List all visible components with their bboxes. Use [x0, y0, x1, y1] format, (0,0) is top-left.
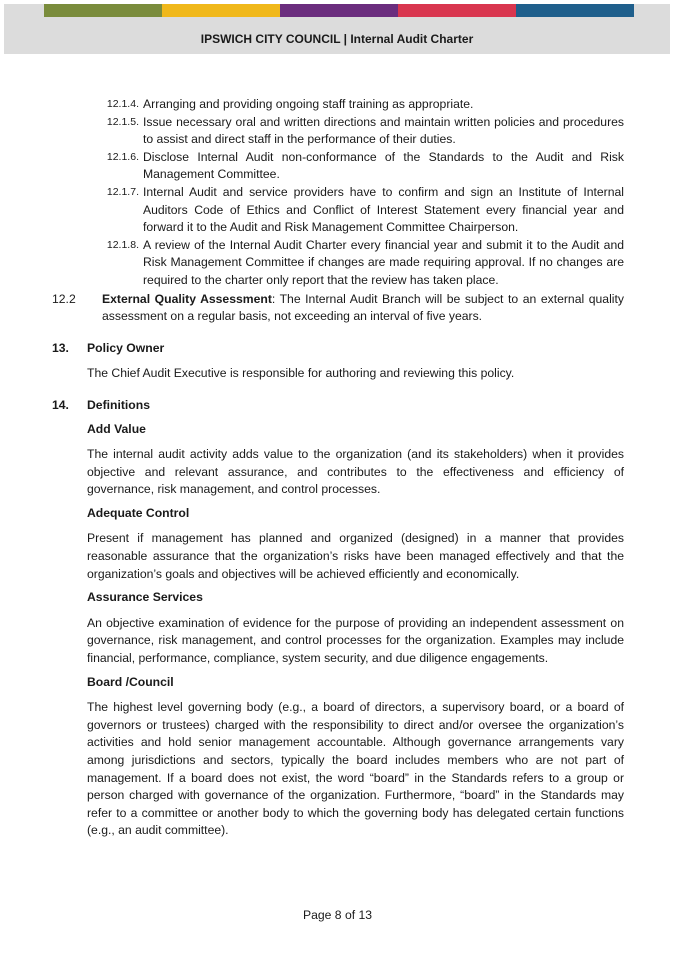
section-number: 13.	[52, 340, 69, 355]
list-item-12-2	[52, 291, 624, 326]
definition-text: The highest level governing body (e.g., a board of directors, a supervisory board, or a board of governors or trustees) charged with the responsibility to direct and/or oversee the organization’s activities and hold senior management accountable. Although governance arrangements vary among jurisdictions and sectors, typically the board includes members who are not part of management. If a board does not exist, the word “board” in the Standards refers to a group or person charged with governance of the organization. Furthermore, “board” in the Standards may refer to a committee or another body to which the governing body has delegated certain functions (e.g., an audit committee).	[87, 700, 624, 838]
definition-text: The internal audit activity adds value to the organization (and its stakeholders) when it provides objective and relevant assurance, and contributes to the effectiveness and efficiency of governance, risk management, and control processes.	[87, 447, 624, 497]
page-header	[4, 4, 670, 54]
header-color-stripes	[44, 4, 634, 17]
section-paragraph: The Chief Audit Executive is responsible for authoring and reviewing this policy.	[87, 366, 515, 381]
definition-term: Adequate Control	[87, 505, 190, 520]
item-number: 12.1.6.	[106, 150, 139, 163]
list-item-12-1-8	[52, 237, 624, 290]
stripe-yellow	[162, 4, 280, 17]
item-number: 12.1.7.	[106, 185, 139, 198]
header-title: IPSWICH CITY COUNCIL | Internal Audit Charter	[200, 32, 474, 46]
item-text: Internal Audit and service providers have to confirm and sign an Institute of Internal Auditors Code of Ethics and Conflict of Interest Statement every financial year and forward it to the Audit and Risk Management Committee Chairperson.	[143, 184, 624, 235]
item-body: : The Internal Audit Branch will be subject to an external quality assessment on a regular basis, not exceeding an interval of five years.	[102, 291, 624, 324]
section-heading-14	[52, 397, 624, 415]
item-number: 12.2	[52, 291, 76, 306]
section-heading-13	[52, 340, 624, 358]
item-text: Disclose Internal Audit non-conformance of the Standards to the Audit and Risk Management Committee.	[143, 149, 624, 182]
item-text: Arranging and providing ongoing staff training as appropriate.	[143, 97, 474, 111]
item-label: External Quality Assessment	[102, 291, 272, 306]
definition-term: Add Value	[87, 421, 146, 436]
stripe-red	[398, 4, 516, 17]
stripe-purple	[280, 4, 398, 17]
item-text: Issue necessary oral and written directions and maintain written policies and procedures to assist and direct staff in the performance of their duties.	[143, 114, 624, 147]
list-item-12-1-4	[52, 96, 624, 114]
list-item-12-1-6	[52, 149, 624, 184]
stripe-green	[44, 4, 162, 17]
definition-text: An objective examination of evidence for the purpose of providing an independent assessment on governance, risk management, and control processes for the organization. Examples may include financial, performance, compliance, system security, and due diligence engagements.	[87, 615, 624, 666]
document-body	[52, 96, 624, 842]
page-number: Page 8 of 13	[302, 908, 373, 922]
item-number: 12.1.4.	[106, 98, 139, 110]
item-number: 12.1.5.	[106, 115, 139, 128]
section-title: Policy Owner	[87, 340, 165, 355]
definition-term: Board /Council	[87, 674, 174, 689]
item-text	[102, 291, 624, 326]
list-item-12-1-7	[52, 184, 624, 237]
item-text: A review of the Internal Audit Charter every financial year and submit it to the Audit and Risk Management Committee if changes are made requiring approval. If no changes are required to the charter only report that the review has taken place.	[143, 237, 624, 287]
section-number: 14.	[52, 397, 69, 412]
item-number: 12.1.8.	[106, 238, 139, 251]
list-item-12-1-5	[52, 114, 624, 149]
definition-text: Present if management has planned and organized (designed) in a manner that provides reasonable assurance that the organization’s risks have been managed effectively and that the organization’s goals and objectives will be achieved efficiently and economically.	[87, 531, 624, 581]
stripe-blue	[516, 4, 634, 17]
definition-term: Assurance Services	[87, 590, 203, 605]
section-title: Definitions	[87, 397, 150, 412]
